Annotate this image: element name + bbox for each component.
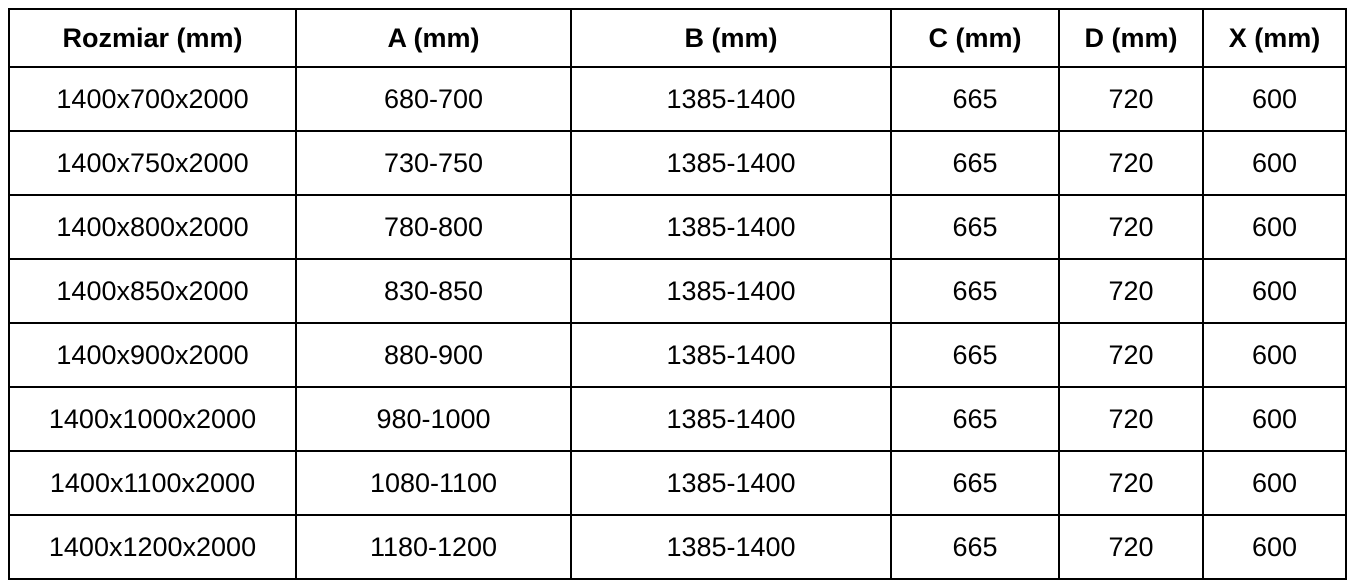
column-header-d: D (mm) <box>1059 9 1203 67</box>
table-cell-d: 720 <box>1059 323 1203 387</box>
table-cell-c: 665 <box>891 515 1059 579</box>
table-cell-x: 600 <box>1203 515 1346 579</box>
header-row <box>9 9 1346 67</box>
column-header-a: A (mm) <box>296 9 571 67</box>
table-cell-rozmiar: 1400x900x2000 <box>9 323 296 387</box>
column-header-b: B (mm) <box>571 9 891 67</box>
table-row <box>9 131 1346 195</box>
table-body <box>9 67 1346 579</box>
table-cell-x: 600 <box>1203 67 1346 131</box>
table-row <box>9 515 1346 579</box>
table-cell-d: 720 <box>1059 195 1203 259</box>
table-cell-d: 720 <box>1059 259 1203 323</box>
table-cell-a: 780-800 <box>296 195 571 259</box>
table-cell-x: 600 <box>1203 451 1346 515</box>
table-cell-b: 1385-1400 <box>571 323 891 387</box>
table-cell-rozmiar: 1400x700x2000 <box>9 67 296 131</box>
table-cell-rozmiar: 1400x1200x2000 <box>9 515 296 579</box>
table-cell-d: 720 <box>1059 131 1203 195</box>
table-cell-x: 600 <box>1203 131 1346 195</box>
column-header-rozmiar: Rozmiar (mm) <box>9 9 296 67</box>
table-cell-a: 880-900 <box>296 323 571 387</box>
table-cell-c: 665 <box>891 67 1059 131</box>
table-cell-c: 665 <box>891 451 1059 515</box>
table-cell-c: 665 <box>891 387 1059 451</box>
table-row <box>9 387 1346 451</box>
table-cell-b: 1385-1400 <box>571 195 891 259</box>
table-cell-b: 1385-1400 <box>571 451 891 515</box>
table-cell-a: 1080-1100 <box>296 451 571 515</box>
table-cell-rozmiar: 1400x800x2000 <box>9 195 296 259</box>
table-cell-b: 1385-1400 <box>571 515 891 579</box>
table-cell-rozmiar: 1400x750x2000 <box>9 131 296 195</box>
table-cell-d: 720 <box>1059 387 1203 451</box>
table-row <box>9 67 1346 131</box>
column-header-c: C (mm) <box>891 9 1059 67</box>
table-cell-c: 665 <box>891 195 1059 259</box>
table-cell-b: 1385-1400 <box>571 259 891 323</box>
table-cell-a: 980-1000 <box>296 387 571 451</box>
table-cell-x: 600 <box>1203 387 1346 451</box>
table-cell-d: 720 <box>1059 451 1203 515</box>
table-cell-c: 665 <box>891 323 1059 387</box>
table-cell-a: 680-700 <box>296 67 571 131</box>
table-cell-rozmiar: 1400x1100x2000 <box>9 451 296 515</box>
table-cell-a: 1180-1200 <box>296 515 571 579</box>
table-cell-x: 600 <box>1203 259 1346 323</box>
table-cell-d: 720 <box>1059 67 1203 131</box>
table-cell-a: 830-850 <box>296 259 571 323</box>
table-cell-b: 1385-1400 <box>571 387 891 451</box>
column-header-x: X (mm) <box>1203 9 1346 67</box>
table-cell-b: 1385-1400 <box>571 67 891 131</box>
table-cell-rozmiar: 1400x850x2000 <box>9 259 296 323</box>
table-cell-rozmiar: 1400x1000x2000 <box>9 387 296 451</box>
table-cell-d: 720 <box>1059 515 1203 579</box>
table-row <box>9 451 1346 515</box>
size-spec-table <box>8 8 1347 580</box>
table-cell-a: 730-750 <box>296 131 571 195</box>
table-cell-x: 600 <box>1203 195 1346 259</box>
table-cell-x: 600 <box>1203 323 1346 387</box>
table-cell-c: 665 <box>891 131 1059 195</box>
table-row <box>9 323 1346 387</box>
table-row <box>9 259 1346 323</box>
table-row <box>9 195 1346 259</box>
table-cell-b: 1385-1400 <box>571 131 891 195</box>
table-cell-c: 665 <box>891 259 1059 323</box>
